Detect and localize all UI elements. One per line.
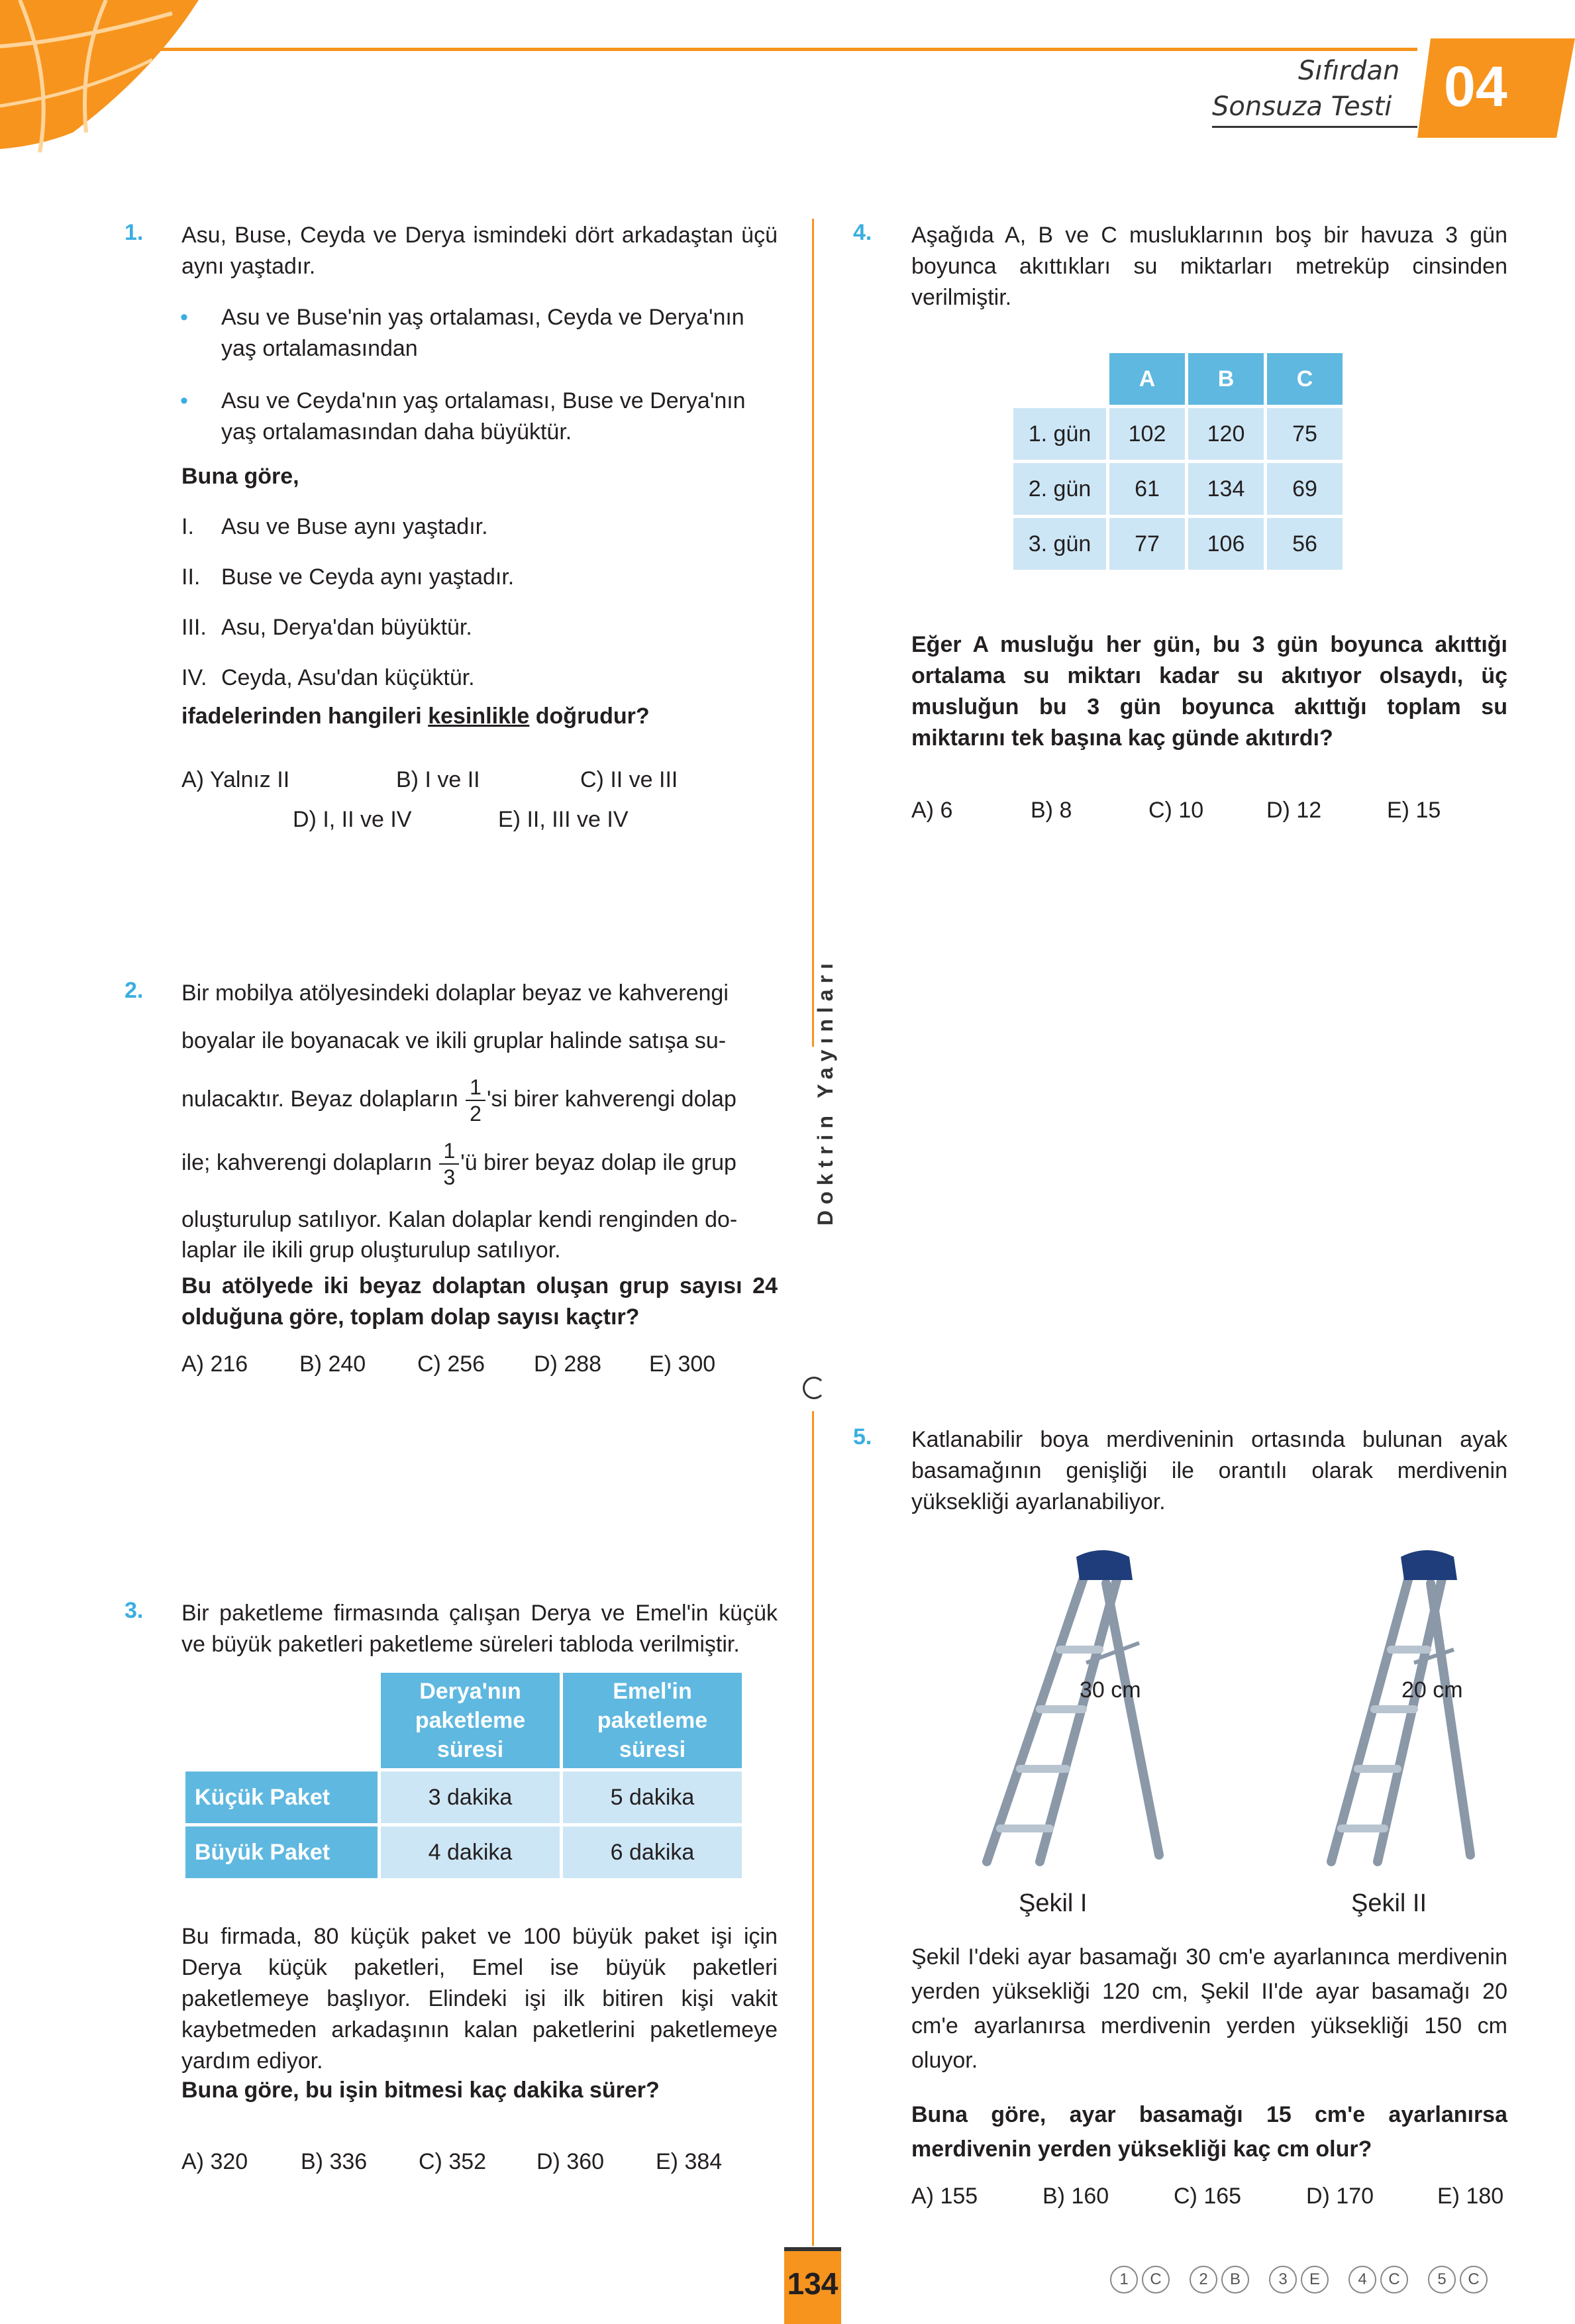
frac2-denominator: 3 — [443, 1165, 456, 1189]
q2-option-e[interactable]: E) 300 — [649, 1351, 716, 1377]
q4-option-e[interactable]: E) 15 — [1387, 798, 1441, 823]
q1-stem: Asu, Buse, Ceyda ve Derya ismindeki dört arkadaştan üçü aynı yaştadır. — [181, 223, 778, 279]
q2-question: Bu atölyede iki beyaz dolaptan oluşan grup sayısı 24 olduğuna göre, toplam dolap sayısı kaçtır? — [181, 1273, 778, 1330]
q1-option-e[interactable]: E) II, III ve IV — [498, 807, 629, 832]
answer-key-number: 3 — [1269, 2266, 1297, 2294]
q4-table-head-a: A — [1109, 353, 1185, 405]
q2-line-4a: ile; kahverengi dolapların — [181, 1149, 432, 1175]
answer-key-number: 5 — [1428, 2266, 1456, 2294]
q4-table-corner — [1013, 353, 1106, 405]
test-number: 04 — [1444, 55, 1507, 119]
q2-line-3 — [181, 1075, 791, 1126]
q5-option-e[interactable]: E) 180 — [1437, 2184, 1504, 2209]
q4-cell: 120 — [1188, 408, 1264, 460]
q3-cell: 4 dakika — [381, 1826, 560, 1878]
q4-option-c[interactable]: C) 10 — [1148, 798, 1204, 823]
q5-option-b[interactable]: B) 160 — [1042, 2184, 1109, 2209]
q2-option-d[interactable]: D) 288 — [534, 1351, 602, 1377]
q1-bullet-icon: • — [180, 388, 188, 413]
q3-option-a[interactable]: A) 320 — [181, 2149, 248, 2174]
q4-stem: Aşağıda A, B ve C musluklarının boş bir havuza 3 gün boyunca akıttıkları su miktarları metreküp cinsinden verilmiştir. — [911, 223, 1507, 310]
q1-roman-2: II. — [181, 564, 201, 590]
ladder-figure-2 — [1292, 1544, 1503, 1875]
q2-fraction-1 — [466, 1075, 485, 1126]
q1-bullet-1: Asu ve Buse'nin yaş ortalaması, Ceyda ve Derya'nın yaş ortalamasından — [221, 305, 744, 361]
header-line — [159, 48, 1417, 51]
q1-statement-1: Asu ve Buse aynı yaştadır. — [221, 514, 488, 539]
q3-stem: Bir paketleme firmasında çalışan Derya ve Emel'in küçük ve büyük paketleri paketleme süreleri tabloda verilmiştir. — [181, 1601, 778, 1657]
brand-line1: Sıfırdan — [1298, 56, 1400, 86]
q4-option-d[interactable]: D) 12 — [1266, 798, 1322, 823]
header-underline — [1212, 126, 1417, 128]
q4-row-label: 2. gün — [1013, 463, 1106, 515]
q1-question — [181, 701, 650, 732]
q4-cell: 56 — [1267, 518, 1343, 570]
q1-bullet-2: Asu ve Ceyda'nın yaş ortalaması, Buse ve Derya'nın yaş ortalamasından daha büyüktür. — [221, 388, 746, 445]
q1-option-b[interactable]: B) I ve II — [396, 767, 480, 792]
q3-cell: 6 dakika — [563, 1826, 742, 1878]
q2-line-5: oluşturulup satılıyor. Kalan dolaplar kendi renginden do- — [181, 1207, 738, 1232]
q5-stem: Katlanabilir boya merdiveninin ortasında bulunan ayak basamağının genişliği ile orantılı olarak merdivenin yüksekliği ayarlanabiliyor. — [911, 1427, 1507, 1514]
q1-bullet-icon: • — [180, 305, 188, 330]
frac1-numerator: 1 — [466, 1075, 485, 1101]
frac2-numerator: 1 — [439, 1138, 459, 1165]
q2-option-c[interactable]: C) 256 — [417, 1351, 485, 1377]
q4-row-label: 1. gün — [1013, 408, 1106, 460]
q2-line-6: laplar ile ikili grup oluşturulup satılıyor. — [181, 1238, 561, 1263]
q3-row-label: Küçük Paket — [185, 1771, 378, 1823]
q4-cell: 61 — [1109, 463, 1185, 515]
q3-option-c[interactable]: C) 352 — [419, 2149, 487, 2174]
frac1-denominator: 2 — [470, 1102, 482, 1126]
q5-fig2-caption: Şekil II — [1351, 1889, 1427, 1917]
q3-option-d[interactable]: D) 360 — [536, 2149, 605, 2174]
q4-cell: 75 — [1267, 408, 1343, 460]
q3-number: 3. — [125, 1598, 144, 1623]
ladder-figure-1 — [967, 1544, 1179, 1875]
answer-key-letter: C — [1380, 2266, 1408, 2294]
answer-key-letter: B — [1221, 2266, 1249, 2294]
column-divider-top — [812, 219, 814, 1047]
q1-lead: Buna göre, — [181, 464, 299, 489]
q1-roman-4: IV. — [181, 665, 207, 690]
q4-table-head-b: B — [1188, 353, 1264, 405]
q1-option-a[interactable]: A) Yalnız II — [181, 767, 290, 792]
q5-body: Şekil I'deki ayar basamağı 30 cm'e ayarlanınca merdivenin yerden yüksekliği 120 cm, Şekil II'de ayar basamağı 20 cm'e ayarlanırsa merdivenin yerden yüksekliği 150 cm oluyor. — [911, 1944, 1507, 2073]
q2-line-1: Bir mobilya atölyesindeki dolaplar beyaz ve kahverengi — [181, 980, 729, 1006]
q3-table-head-derya: Derya'nın paketleme süresi — [381, 1673, 560, 1768]
q5-fig1-measure: 30 cm — [1080, 1677, 1141, 1703]
answer-key-letter: C — [1142, 2266, 1170, 2294]
q3-cell: 5 dakika — [563, 1771, 742, 1823]
answer-key-number: 4 — [1348, 2266, 1376, 2294]
q3-table-corner — [185, 1673, 378, 1768]
q4-cell: 102 — [1109, 408, 1185, 460]
q2-line-3a: nulacaktır. Beyaz dolapların — [181, 1086, 458, 1112]
q4-row-label: 3. gün — [1013, 518, 1106, 570]
q3-option-b[interactable]: B) 336 — [301, 2149, 368, 2174]
q4-option-b[interactable]: B) 8 — [1031, 798, 1072, 823]
q4-number: 4. — [853, 220, 872, 245]
q1-question-b: doğrudur? — [535, 704, 650, 729]
brand-line2: Sonsuza Testi — [1212, 91, 1392, 122]
answer-key-letter: C — [1460, 2266, 1488, 2294]
page-number-rule — [784, 2247, 841, 2251]
publisher-logo-icon — [803, 1377, 825, 1399]
q4-cell: 77 — [1109, 518, 1185, 570]
page-number: 134 — [787, 2266, 838, 2301]
q1-option-d[interactable]: D) I, II ve IV — [293, 807, 412, 832]
q1-roman-1: I. — [181, 514, 194, 539]
q2-line-2: boyalar ile boyanacak ve ikili gruplar halinde satışa su- — [181, 1028, 727, 1053]
q4-cell: 106 — [1188, 518, 1264, 570]
q3-row-label: Büyük Paket — [185, 1826, 378, 1878]
q1-roman-3: III. — [181, 615, 207, 640]
q5-fig1-caption: Şekil I — [1019, 1889, 1088, 1917]
q4-question: Eğer A musluğu her gün, bu 3 gün boyunca akıttığı ortalama su miktarı kadar su akıtıyor olsaydı, üç musluğun bu 3 gün boyunca akıttığı toplam su miktarını tek başına kaç günde akıtırdı? — [911, 632, 1507, 751]
q4-cell: 69 — [1267, 463, 1343, 515]
q1-number: 1. — [125, 220, 144, 245]
q1-statement-3: Asu, Derya'dan büyüktür. — [221, 615, 472, 640]
q2-line-4 — [181, 1138, 791, 1190]
q5-option-a[interactable]: A) 155 — [911, 2184, 978, 2209]
q1-question-a: ifadelerinden hangileri — [181, 704, 422, 729]
side-label: Doktrin Yayınları — [813, 957, 837, 1226]
q2-fraction-2 — [439, 1138, 459, 1190]
column-divider-bottom — [812, 1411, 814, 2246]
q2-option-b[interactable]: B) 240 — [299, 1351, 366, 1377]
q2-option-a[interactable]: A) 216 — [181, 1351, 248, 1377]
q3-body: Bu firmada, 80 küçük paket ve 100 büyük paket işi için Derya küçük paketleri, Emel ise büyük paketleri paketlemeye başlıyor. Elindeki işi ilk bitiren kişi vakit kaybetmeden arkadaşının kalan paketlerini paketlemeye yardım ediyor. — [181, 1924, 778, 2074]
q2-line-3b: 'si birer kahverengi dolap — [486, 1086, 737, 1112]
answer-key-number: 1 — [1110, 2266, 1138, 2294]
q3-table-head-emel: Emel'in paketleme süresi — [563, 1673, 742, 1768]
q4-table — [1010, 350, 1346, 573]
q3-cell: 3 dakika — [381, 1771, 560, 1823]
q3-option-e[interactable]: E) 384 — [656, 2149, 723, 2174]
answer-key-number: 2 — [1190, 2266, 1217, 2294]
q4-cell: 134 — [1188, 463, 1264, 515]
q1-statement-2: Buse ve Ceyda aynı yaştadır. — [221, 564, 515, 590]
q5-number: 5. — [853, 1424, 872, 1450]
answer-key — [1110, 2266, 1507, 2295]
q4-table-head-c: C — [1267, 353, 1343, 405]
q4-option-a[interactable]: A) 6 — [911, 798, 953, 823]
q5-option-d[interactable]: D) 170 — [1306, 2184, 1374, 2209]
q1-question-underlined: kesinlikle — [428, 704, 530, 729]
q5-option-c[interactable]: C) 165 — [1174, 2184, 1242, 2209]
answer-key-letter: E — [1301, 2266, 1329, 2294]
q5-fig2-measure: 20 cm — [1401, 1677, 1463, 1703]
q5-question: Buna göre, ayar basamağı 15 cm'e ayarlanırsa merdivenin yerden yüksekliği kaç cm olur? — [911, 2102, 1507, 2162]
q1-statement-4: Ceyda, Asu'dan küçüktür. — [221, 665, 475, 690]
corner-decoration — [0, 0, 219, 152]
q2-line-4b: 'ü birer beyaz dolap ile grup — [460, 1149, 737, 1175]
q2-number: 2. — [125, 978, 144, 1003]
q3-question: Buna göre, bu işin bitmesi kaç dakika sürer? — [181, 2078, 660, 2103]
q3-table — [182, 1669, 745, 1881]
q1-option-c[interactable]: C) II ve III — [580, 767, 678, 792]
